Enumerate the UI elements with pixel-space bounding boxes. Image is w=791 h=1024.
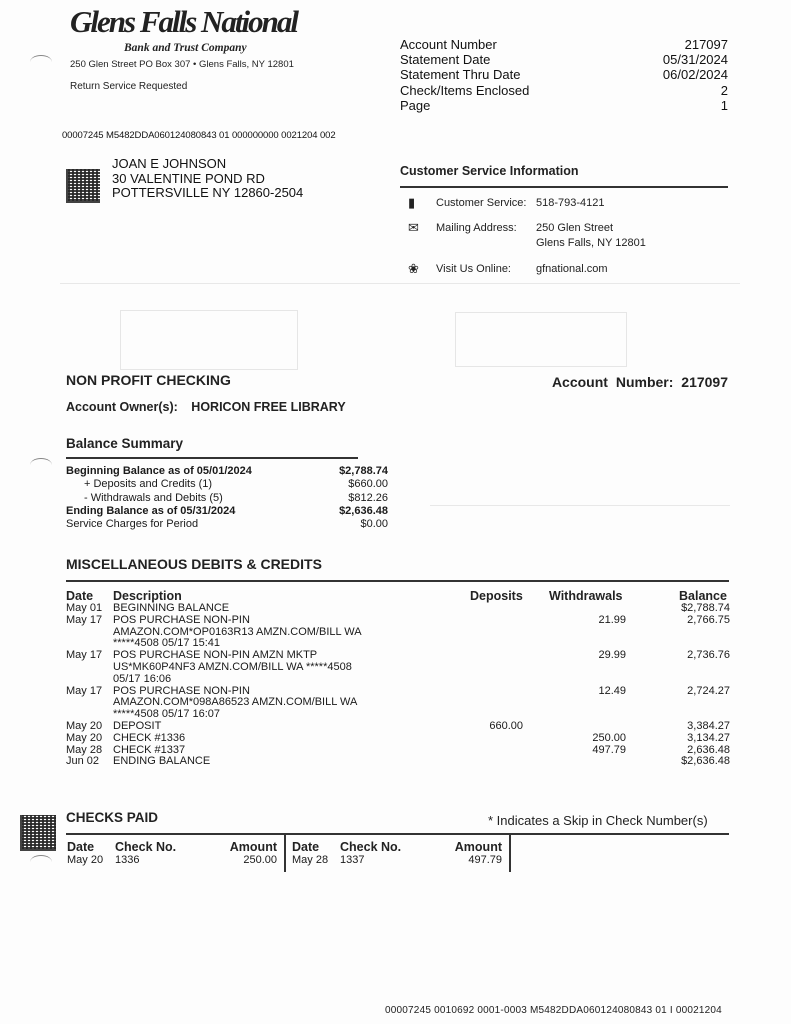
checks-paid-note: * Indicates a Skip in Check Number(s): [488, 813, 708, 828]
tx-balance: 3,134.27: [687, 731, 730, 744]
customer-service-phone: 518-793-4121: [536, 197, 605, 209]
tx-date: May 28: [66, 743, 103, 756]
balance-summary-label: Beginning Balance as of 05/01/2024: [66, 465, 252, 477]
table-row: [66, 733, 730, 745]
tx-deposit: [433, 745, 523, 757]
tx-withdrawal: 12.49: [598, 684, 626, 697]
balance-summary-label: Ending Balance as of 05/31/2024: [66, 504, 236, 517]
account-owner: [66, 400, 346, 415]
column-divider: [509, 834, 511, 872]
balance-summary-row: [66, 518, 388, 531]
statement-info-label: Account Number: [400, 37, 497, 52]
account-number-header: [550, 374, 728, 391]
table-row: [66, 756, 730, 768]
tx-description: [113, 733, 433, 745]
statement-info-row: [400, 37, 728, 52]
bleed-through-box: [455, 312, 627, 367]
table-row: [66, 650, 730, 685]
balance-summary-row: [66, 492, 388, 505]
customer-service-row: [408, 196, 605, 211]
divider: [66, 833, 729, 835]
tx-description-line: AMAZON.COM*OP0163R13 AMZN.COM/BILL WA: [113, 625, 362, 638]
statement-info-label: Check/Items Enclosed: [400, 82, 530, 98]
datamatrix-barcode: [20, 815, 56, 851]
bleed-through-box: [120, 310, 298, 370]
column-header-deposits: Deposits: [470, 589, 523, 603]
tx-description-line: POS PURCHASE NON-PIN: [113, 684, 250, 697]
balance-summary-value: $660.00: [348, 478, 388, 491]
tx-withdrawal: 21.99: [598, 613, 626, 626]
check-row: [67, 854, 277, 867]
tx-description: [113, 686, 433, 721]
account-number-value: 217097: [681, 374, 728, 390]
tx-description: [113, 615, 433, 650]
check-date: May 20: [67, 854, 104, 866]
customer-service-row: [408, 262, 608, 277]
balance-summary-value: $2,636.48: [339, 504, 388, 517]
table-row: [66, 686, 730, 721]
tx-description: [113, 756, 433, 768]
tx-deposit: [433, 615, 523, 650]
tx-balance: 2,724.27: [687, 684, 730, 697]
column-header-check-no: Check No.: [340, 840, 402, 854]
statement-info-row: [400, 98, 728, 113]
bleed-through-rule: [60, 283, 740, 284]
tx-description-line: BEGINNING BALANCE: [113, 602, 230, 614]
tx-deposit: [433, 756, 523, 768]
checks-paid-header: [67, 840, 277, 854]
tx-description-line: AMAZON.COM*098A86523 AMZN.COM/BILL WA: [113, 696, 358, 709]
column-header-check-no: Check No.: [115, 840, 177, 854]
column-header-date: Date: [292, 840, 320, 854]
statement-info-value: 05/31/2024: [662, 52, 728, 68]
check-date: May 28: [292, 854, 329, 866]
bank-address: 250 Glen Street PO Box 307 • Glens Falls, NY 12801: [70, 59, 294, 70]
tx-description-line: *****4508 05/17 16:07: [113, 708, 221, 721]
recipient-city: POTTERSVILLE NY 12860-2504: [112, 185, 304, 200]
tx-balance: 2,766.75: [687, 613, 730, 626]
scan-artifact: [30, 458, 52, 472]
envelope-icon: ✉: [408, 220, 419, 235]
tx-withdrawal: 497.79: [592, 743, 626, 756]
check-number: 1336: [115, 854, 140, 866]
balance-summary-row: [66, 478, 388, 491]
statement-info-row: [400, 83, 728, 98]
tx-date: May 17: [66, 684, 103, 697]
balance-summary-label: + Deposits and Credits (1): [84, 478, 213, 491]
statement-info-value: 06/02/2024: [662, 67, 728, 83]
transactions-table: [66, 603, 730, 768]
statement-info-value: 2: [720, 82, 728, 98]
mail-code: 00007245 M5482DDA060124080843 01 000000000 0021204 002: [62, 130, 336, 141]
check-row: [292, 854, 502, 867]
check-amount: 250.00: [243, 854, 277, 866]
tx-date: May 17: [66, 649, 103, 662]
tx-deposit: [433, 733, 523, 745]
mailing-address-line1: 250 Glen Street: [536, 222, 614, 234]
tx-balance: $2,636.48: [681, 755, 730, 768]
tx-description-line: CHECK #1336: [113, 731, 186, 744]
bleed-through-rule: [430, 505, 730, 506]
checks-paid-header: [292, 840, 502, 854]
balance-summary-row: [66, 465, 388, 478]
account-owner-label: Account Owner(s):: [66, 400, 178, 414]
balance-summary-table: [66, 465, 388, 531]
statement-info-value: 1: [720, 97, 728, 113]
checks-paid-column: [292, 840, 502, 867]
statement-info: [400, 37, 728, 113]
phone-icon: ▮: [408, 195, 416, 210]
check-amount: 497.79: [468, 854, 502, 866]
statement-info-value: 217097: [684, 37, 728, 52]
column-header-amount: Amount: [454, 840, 502, 854]
table-row: [66, 615, 730, 650]
tx-description-line: POS PURCHASE NON-PIN: [113, 613, 250, 626]
recipient-street: 30 VALENTINE POND RD: [112, 170, 265, 186]
statement-info-label: Statement Date: [400, 52, 491, 68]
balance-summary-label: Service Charges for Period: [66, 518, 199, 531]
tx-balance: 2,636.48: [687, 743, 730, 756]
tx-description-line: *****4508 05/17 15:41: [113, 637, 221, 650]
column-header-balance: Balance: [679, 589, 727, 603]
customer-service-label: Customer Service:: [436, 197, 527, 209]
balance-summary-value: $2,788.74: [339, 465, 388, 477]
transactions-title: MISCELLANEOUS DEBITS & CREDITS: [66, 556, 322, 572]
column-header-withdrawals: Withdrawals: [549, 589, 623, 603]
tx-description-line: ENDING BALANCE: [113, 755, 211, 768]
tx-balance: 2,736.76: [687, 649, 730, 662]
datamatrix-barcode: [66, 169, 100, 203]
scan-artifact: [30, 55, 52, 69]
tx-date: May 01: [66, 602, 103, 614]
account-type: NON PROFIT CHECKING: [66, 372, 231, 388]
recipient-address: [112, 157, 303, 201]
column-header-date: Date: [67, 840, 95, 854]
tx-date: May 20: [66, 719, 103, 732]
tx-description-line: US*MK60P4NF3 AMZN.COM/BILL WA *****4508: [113, 660, 352, 673]
tx-withdrawal: 250.00: [592, 731, 626, 744]
tx-balance: 3,384.27: [687, 719, 730, 732]
tx-withdrawal: [523, 721, 626, 733]
checks-paid-column: [67, 840, 277, 867]
statement-info-row: [400, 67, 728, 82]
column-header-date: Date: [66, 589, 94, 603]
bank-logo: Glens Falls National: [70, 4, 297, 39]
website-link[interactable]: gfnational.com: [536, 263, 608, 275]
column-header-amount: Amount: [229, 840, 277, 854]
tx-description-line: POS PURCHASE NON-PIN AMZN MKTP: [113, 649, 318, 662]
tx-description: [113, 721, 433, 733]
mouse-icon: ❀: [408, 261, 419, 276]
tx-date: May 20: [66, 731, 103, 744]
divider: [66, 457, 358, 459]
tx-deposit: [433, 650, 523, 685]
account-number-label: Account Number:: [551, 374, 674, 390]
mailing-address-line2: Glens Falls, NY 12801: [536, 237, 646, 249]
account-owner-name: HORICON FREE LIBRARY: [191, 400, 346, 414]
divider: [400, 186, 728, 188]
tx-deposit: 660.00: [489, 719, 523, 732]
balance-summary-row: [66, 505, 388, 518]
balance-summary-value: $0.00: [360, 518, 388, 531]
recipient-name: JOAN E JOHNSON: [112, 156, 227, 171]
column-header-description: Description: [113, 589, 182, 603]
checks-paid-title: CHECKS PAID: [66, 810, 159, 825]
balance-summary-label: - Withdrawals and Debits (5): [84, 491, 223, 504]
customer-service-row: [408, 221, 646, 251]
scan-artifact: [30, 855, 52, 869]
return-service-text: Return Service Requested: [70, 81, 188, 92]
divider: [66, 580, 729, 582]
tx-description-line: 05/17 16:06: [113, 672, 172, 685]
footer-code: 00007245 0010692 0001-0003 M5482DDA060124080843 01 I 00021204: [385, 1005, 722, 1016]
tx-description-line: DEPOSIT: [113, 719, 162, 732]
tx-description-line: CHECK #1337: [113, 743, 186, 756]
customer-service-title: Customer Service Information: [400, 164, 579, 178]
tx-description: [113, 650, 433, 685]
balance-summary-title: Balance Summary: [66, 436, 184, 451]
balance-summary-value: $812.26: [348, 491, 388, 504]
customer-service-label: Visit Us Online:: [436, 263, 511, 275]
table-row: [66, 721, 730, 733]
tx-deposit: [433, 686, 523, 721]
customer-service-label: Mailing Address:: [436, 222, 517, 234]
check-number: 1337: [340, 854, 365, 866]
tx-withdrawal: 29.99: [598, 649, 626, 662]
statement-info-row: [400, 52, 728, 67]
bank-logo-subtitle: Bank and Trust Company: [124, 42, 247, 54]
tx-withdrawal: [523, 756, 626, 768]
statement-info-label: Page: [400, 97, 431, 113]
tx-deposit: [433, 603, 523, 615]
statement-info-label: Statement Thru Date: [400, 67, 521, 83]
column-divider: [284, 834, 286, 872]
tx-date: Jun 02: [66, 755, 100, 768]
tx-balance: $2,788.74: [681, 602, 730, 614]
mailing-address: [536, 221, 646, 251]
tx-date: May 17: [66, 613, 103, 626]
